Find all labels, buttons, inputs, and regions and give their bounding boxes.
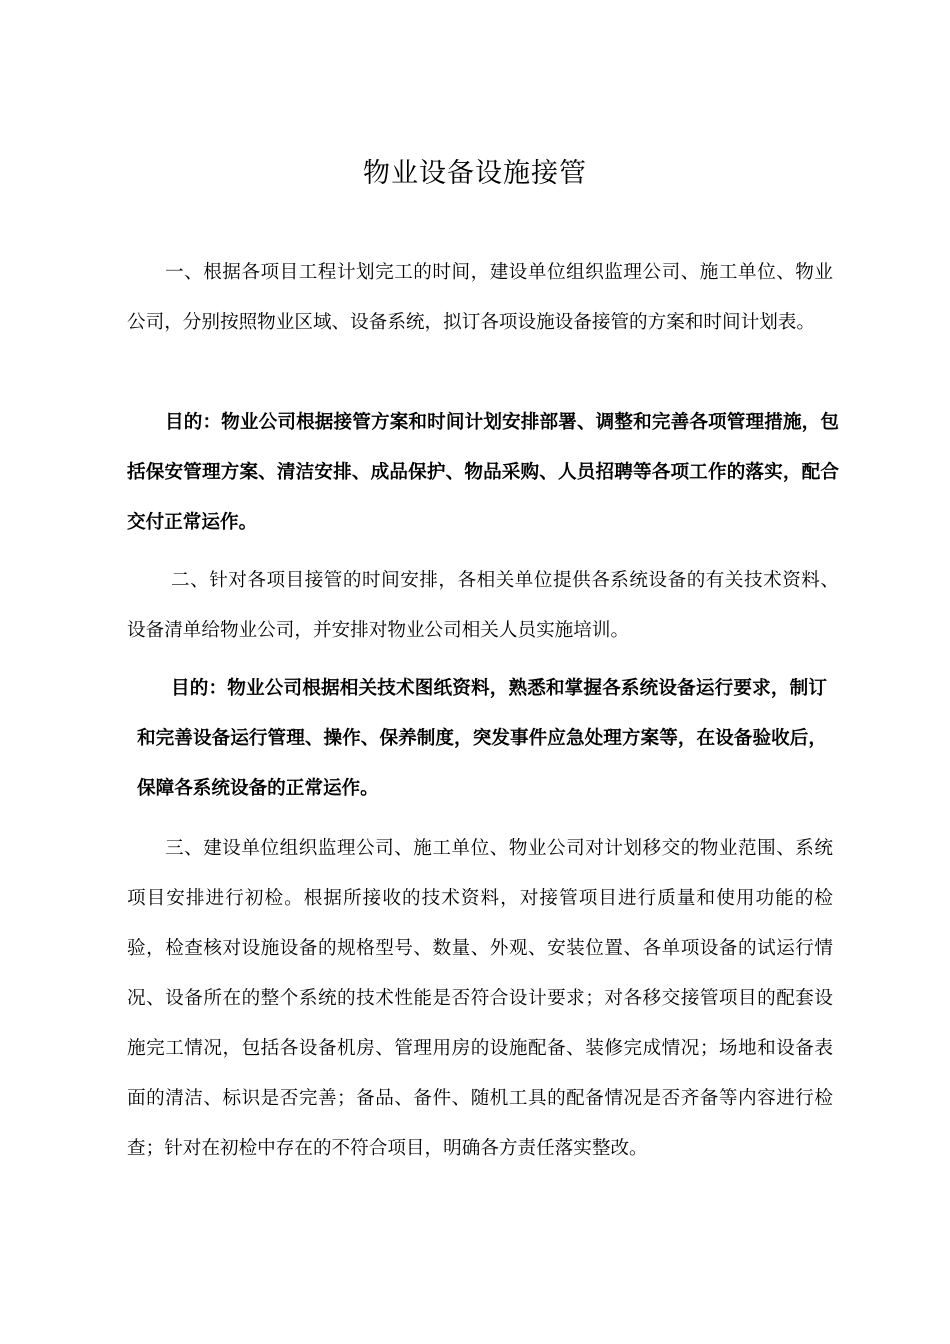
paragraph-section-3: 三、建设单位组织监理公司、施工单位、物业公司对计划移交的物业范围、系统项目安排进行初检。根据所接收的技术资料，对接管项目进行质量和使用功能的检验，检查核对设施设备的规格型号、数量、外观、安装位置、各单项设备的试运行情况、设备所在的整个系统的技术性能是否符合设计要求；对各移交接管项目的配套设施完工情况，包括各设备机房、管理用房的设施配备、装修完成情况；场地和设备表面的清洁、标识是否完善；备品、备件、随机工具的配备情况是否齐备等内容进行检查；针对在初检中存在的不符合项目，明确各方责任落实整改。 <box>127 838 833 1159</box>
document-title: 物业设备设施接管 <box>363 158 587 189</box>
paragraph-section-1: 一、根据各项目工程计划完工的时间，建设单位组织监理公司、施工单位、物业公司，分别按照物业区域、设备系统，拟订各项设施设备接管的方案和时间计划表。 <box>127 262 833 333</box>
paragraph-purpose-1: 目的：物业公司根据接管方案和时间计划安排部署、调整和完善各项管理措施，包括保安管理方案、清洁安排、成品保护、物品采购、人员招聘等各项工作的落实，配合交付正常运作。 <box>127 412 839 533</box>
paragraph-section-2: 二、针对各项目接管的时间安排，各相关单位提供各系统设备的有关技术资料、设备清单给物业公司，并安排对物业公司相关人员实施培训。 <box>127 570 839 641</box>
paragraph-purpose-2: 目的：物业公司根据相关技术图纸资料，熟悉和掌握各系统设备运行要求，制订和完善设备运行管理、操作、保养制度，突发事件应急处理方案等，在设备验收后，保障各系统设备的正常运作。 <box>137 678 827 799</box>
